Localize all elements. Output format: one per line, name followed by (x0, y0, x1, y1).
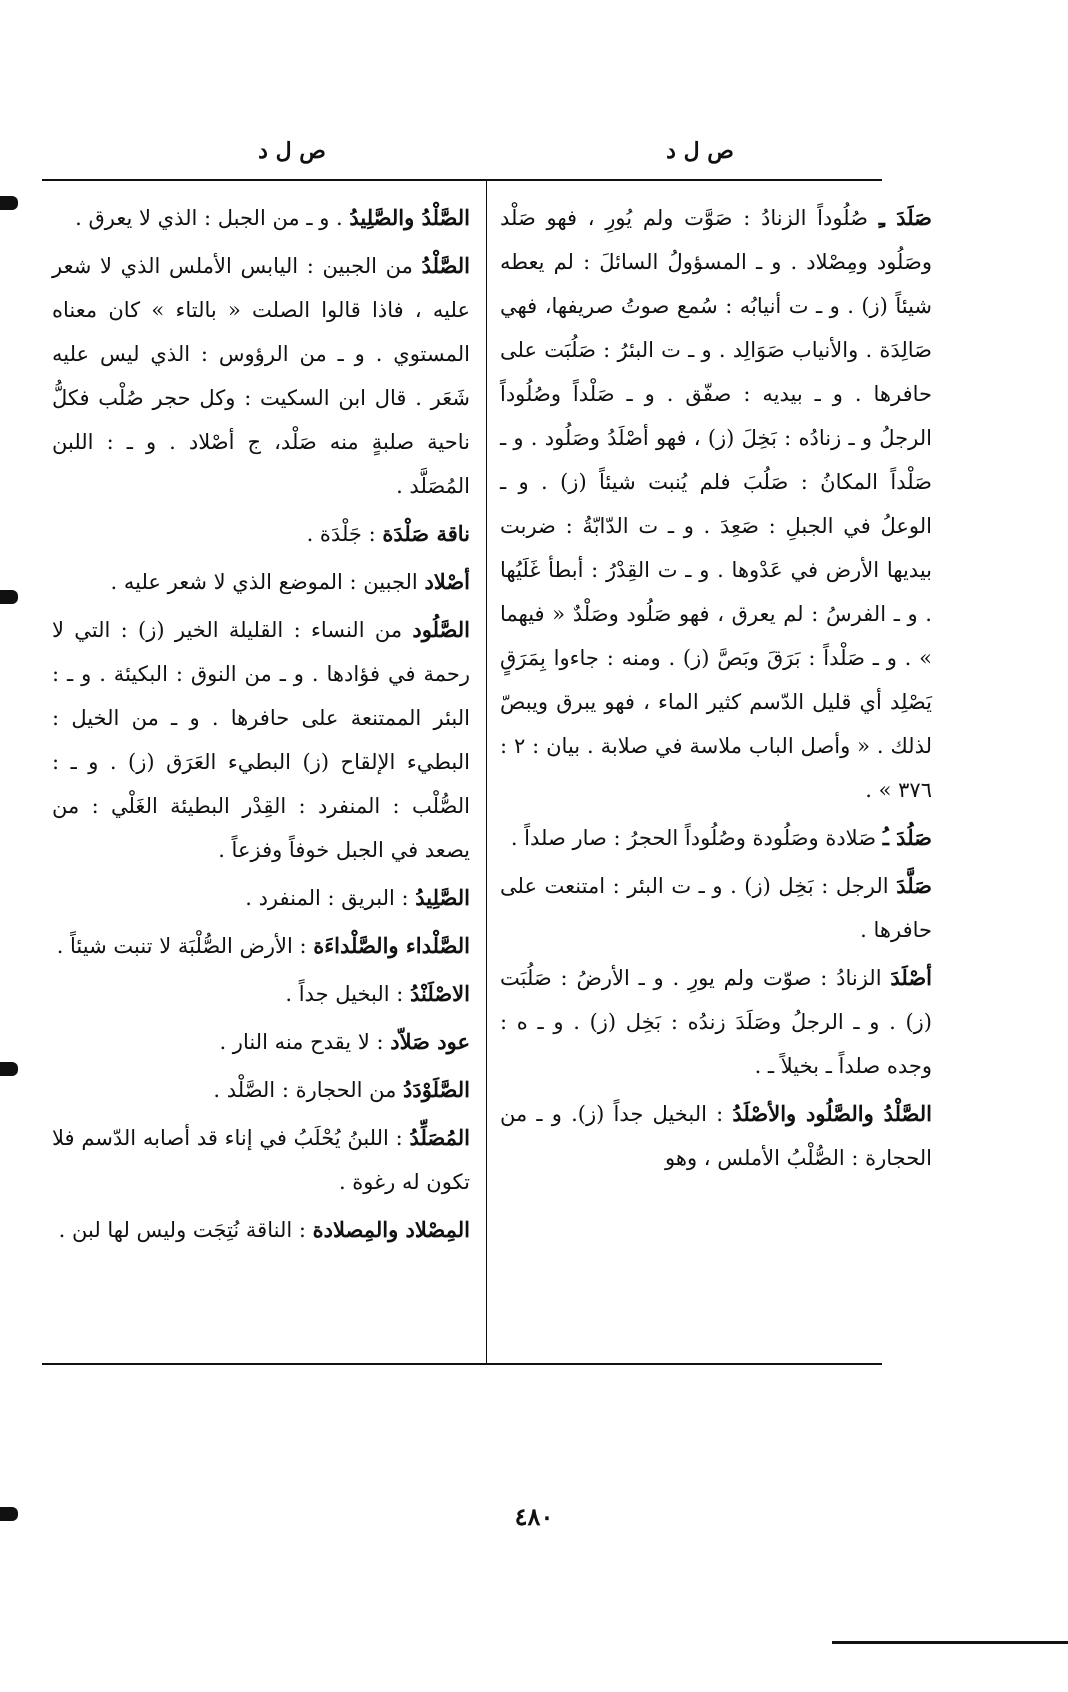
scan-edge-mark (0, 196, 18, 210)
definition: : لا يقدح منه النار . (219, 1030, 391, 1054)
headword: الصَّلَوْدَدُ (403, 1077, 470, 1102)
header-rule (42, 179, 882, 181)
entry (500, 864, 932, 952)
definition: : جَلْدَة . (306, 522, 383, 546)
definition: من النساء : القليلة الخير (ز) : التي لا رحمة في فؤادها . و ـ من النوق : البكيئة . و ـ : البئر الممتنعة على حافرها . و ـ من الخيل : البطيء الإلقاح (ز) البطيء العَرَق (ز) . و ـ : الصُّلْب : المنفرد : القِدْر البطيئة الغَلْي : من يصعد في الجبل خوفاً وفزعاً . (52, 618, 470, 862)
entry (52, 512, 470, 556)
entry (52, 876, 470, 920)
entry (500, 1092, 932, 1180)
scan-corner-line (832, 1641, 1068, 1644)
scan-edge-mark (0, 1507, 18, 1521)
definition: الزنادُ : صوّت ولم يورِ . و ـ الأرضُ : صَلُبَت (ز) . و ـ الرجلُ وصَلَدَ زندُه : بَخِل (ز) . و ـ ه : وجده صلداً ـ بخيلاً ـ . (500, 966, 932, 1078)
footer-rule (42, 1363, 882, 1365)
scan-edge-mark (0, 590, 18, 604)
definition: : الناقة نُتِجَت وليس لها لبن . (58, 1218, 313, 1242)
definition: : البخيل جداً (ز). و ـ من الحجارة : الصُّلْبُ الأملس ، وهو (500, 1102, 932, 1170)
headword: المِصْلاد والمِصلادة (312, 1217, 470, 1242)
definition: صَلادة وصَلُودة وصُلُوداً الحجرُ : صار صلداً . (510, 826, 883, 850)
headword: عود صَلاّد (390, 1029, 470, 1054)
definition: صُلُوداً الزنادُ : صَوَّت ولم يُورِ ، فهو صَلْد وصَلُود ومِصْلاد . و ـ المسؤولُ السائلَ : لم يعطه شيئاً (ز) . و ـ ت أنيابُه : سُمع صوتُ صريفها، فهي صَالِدَة . والأنياب صَوَالِد . و ـ ت البئرُ : صَلُبَت على حافرها . و ـ بيديه : صفّق . و ـ صَلْداً وصُلُوداً الرجلُ و ـ زنادُه : بَخِلَ (ز) ، فهو أصْلَدُ وصَلُود . و ـ صَلْداً المكانُ : صَلُبَ فلم يُنبت شيئاً (ز) . و ـ الوعلُ في الجبلِ : صَعِدَ . و ـ ت الدّابّةُ : ضربت بيديها الأرض في عَدْوها . و ـ ت القِدْرُ : أبطأ غَلَيُها . و ـ الفرسُ : لم يعرق ، فهو صَلُود وصَلْدٌ « فيهما » . و ـ صَلْداً : بَرَقَ وبَصَّ (ز) . ومنه : جاءوا بِمَرَقٍ يَصْلِد أي قليل الدّسم كثير الماء ، فهو يبرق ويبصّ لذلك . « وأصل الباب ملاسة في صلابة . بيان : ٢ : ٣٧٦ » . (500, 206, 932, 802)
definition: . و ـ من الجبل : الذي لا يعرق . (75, 206, 350, 230)
scan-edge-mark (0, 1062, 18, 1076)
headword: صَلَّدَ (896, 873, 932, 898)
headword: الصَّلِيدُ (415, 885, 470, 910)
entry (52, 1020, 470, 1064)
definition: : اللبنُ يُحْلَبُ في إناء قد أصابه الدّسم فلا تكون له رغوة . (52, 1126, 470, 1194)
definition: من الجبين : اليابس الأملس الذي لا شعر عليه ، فاذا قالوا الصلت « بالتاء » كان معناه المستوي . و ـ من الرؤوس : الذي ليس عليه شَعَر . قال ابن السكيت : وكل حجر صُلْب فكلُّ ناحية صلبةٍ منه صَلْد، ج أصْلاد . و ـ : اللبن المُصَلَّد . (52, 254, 470, 498)
definition: الرجل : بَخِل (ز) . و ـ ت البئر : امتنعت على حافرها . (500, 874, 932, 942)
headword: صَلُدَ ـُ (882, 825, 932, 850)
headword: صَلَدَ ـِ (878, 205, 932, 230)
running-head-left: ص ل د (258, 138, 326, 164)
entry (52, 608, 470, 872)
definition: من الحجارة : الصَّلْد . (213, 1078, 404, 1102)
headword: أصْلَدَ (890, 965, 932, 990)
headword: الصَّلْداء والصَّلْداءَة (313, 933, 470, 958)
headword: الاصْلَنْدُ (410, 981, 470, 1006)
entry (500, 816, 932, 860)
headword: الصَّلْدُ (421, 253, 470, 278)
entry (52, 1208, 470, 1252)
column-divider (486, 181, 487, 1364)
entry (52, 1068, 470, 1112)
headword: المُصَلِّدُ (409, 1125, 470, 1150)
right-column (500, 196, 932, 1184)
definition: الجبين : الموضع الذي لا شعر عليه . (110, 570, 425, 594)
entry (500, 196, 932, 812)
headword: ناقة صَلْدَة (382, 521, 470, 546)
headword: الصَّلْدُ والصَّلُود والأصْلَدُ (732, 1101, 932, 1126)
entry (52, 560, 470, 604)
headword: الصَّلْدُ والصَّلِيدُ (349, 205, 470, 230)
headword: أصْلاد (424, 569, 470, 594)
entry (52, 1116, 470, 1204)
page-number: ٤٨٠ (514, 1502, 554, 1531)
entry (52, 196, 470, 240)
left-column (52, 196, 470, 1256)
headword: الصَّلُود (412, 617, 470, 642)
entry (500, 956, 932, 1088)
definition: : الأرض الصُّلْبَة لا تنبت شيئاً . (56, 934, 314, 958)
definition: : البخيل جداً . (285, 982, 411, 1006)
definition: : البريق : المنفرد . (245, 886, 416, 910)
entry (52, 924, 470, 968)
entry (52, 972, 470, 1016)
running-head-right: ص ل د (666, 138, 734, 164)
entry (52, 244, 470, 508)
